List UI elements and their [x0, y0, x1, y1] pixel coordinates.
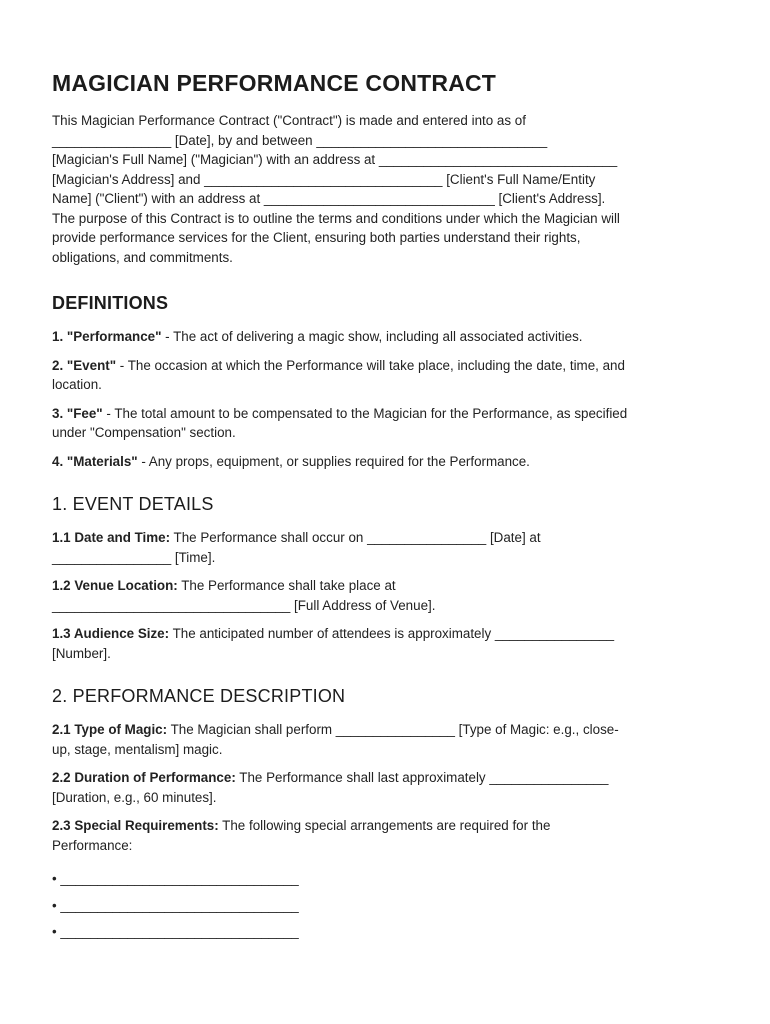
clause-term: 1.1 Date and Time:	[52, 530, 171, 545]
intro-line: This Magician Performance Contract ("Contract") is made and entered into as of	[52, 113, 526, 128]
intro-line: ________________ [Date], by and between _______________________________	[52, 132, 548, 148]
definition-item	[52, 404, 720, 443]
definition-text-cont: under "Compensation" section.	[52, 425, 236, 440]
clause-item	[52, 528, 720, 567]
clause-text-cont: up, stage, mentalism] magic.	[52, 741, 223, 757]
bullet-blank-line: • ________________________________	[52, 924, 299, 939]
intro-line: Name] ("Client") with an address at _______________________________ [Client's Address].	[52, 191, 606, 206]
clause-text-cont: [Number].	[52, 645, 111, 661]
definition-item	[52, 327, 720, 347]
definition-item	[52, 356, 720, 395]
definition-term: 4. "Materials"	[52, 453, 138, 469]
definition-text: - Any props, equipment, or supplies required for the Performance.	[137, 453, 530, 469]
definition-text-cont: location.	[52, 377, 102, 392]
clause-text: The Magician shall perform ________________ [Type of Magic: e.g., close-	[167, 722, 619, 737]
clause-term: 2.1 Type of Magic:	[52, 722, 168, 737]
clause-text-cont: ________________ [Time].	[52, 549, 216, 565]
definition-term: 2. "Event"	[52, 357, 117, 373]
performance-description-section	[52, 686, 720, 942]
definition-text: - The occasion at which the Performance will take place, including the date, time, and	[116, 357, 625, 373]
bullet-blank-line: • ________________________________	[52, 871, 299, 886]
document-title: MAGICIAN PERFORMANCE CONTRACT	[52, 70, 497, 96]
clause-item	[52, 576, 720, 615]
clause-item	[52, 624, 720, 663]
clause-text: The Performance shall take place at	[177, 578, 396, 593]
definition-item	[52, 452, 720, 472]
clause-item	[52, 768, 720, 807]
clause-term: 2.3 Special Requirements:	[52, 818, 219, 833]
bullet-blank-line: • ________________________________	[52, 897, 299, 913]
clause-term: 1.2 Venue Location:	[52, 578, 178, 593]
definition-term: 1. "Performance"	[52, 329, 162, 344]
clause-text-cont: Performance:	[52, 837, 133, 853]
event-details-heading: 1. EVENT DETAILS	[52, 494, 214, 514]
clause-text-cont: [Duration, e.g., 60 minutes].	[52, 789, 217, 805]
intro-line: [Magician's Full Name] ("Magician") with an address at ________________________________	[52, 152, 618, 167]
definition-text: - The total amount to be compensated to the Magician for the Performance, as specified	[102, 405, 628, 421]
contract-document	[52, 70, 720, 949]
event-details-section	[52, 494, 720, 663]
clause-item	[52, 720, 720, 759]
clause-text: The anticipated number of attendees is approximately ________________	[169, 626, 615, 641]
definitions-heading: DEFINITIONS	[52, 293, 169, 313]
clause-text-cont: ________________________________ [Full Address of Venue].	[52, 597, 436, 613]
intro-line: provide performance services for the Client, ensuring both parties understand their rights,	[52, 230, 581, 245]
intro-line: obligations, and commitments.	[52, 249, 233, 265]
clause-text: The Performance shall occur on ________________ [Date] at	[170, 530, 541, 545]
clause-text: The following special arrangements are required for the	[218, 818, 551, 833]
definition-text: - The act of delivering a magic show, including all associated activities.	[161, 329, 583, 344]
clause-text: The Performance shall last approximately ________________	[235, 770, 609, 785]
definition-term: 3. "Fee"	[52, 405, 103, 421]
intro-paragraph	[52, 111, 720, 267]
intro-line: [Magician's Address] and ________________________________ [Client's Full Name/Entity	[52, 171, 596, 187]
clause-term: 1.3 Audience Size:	[52, 626, 170, 641]
clause-item	[52, 816, 720, 855]
performance-description-heading: 2. PERFORMANCE DESCRIPTION	[52, 686, 346, 706]
definitions-section	[52, 293, 720, 471]
clause-term: 2.2 Duration of Performance:	[52, 770, 236, 785]
intro-line: The purpose of this Contract is to outline the terms and conditions under which the Magician will	[52, 210, 620, 226]
